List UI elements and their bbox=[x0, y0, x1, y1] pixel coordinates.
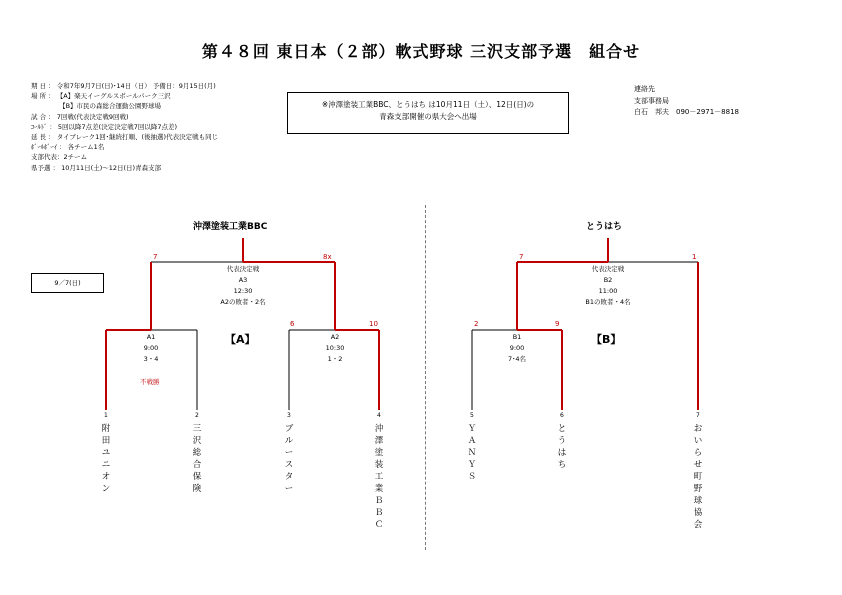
a1-game-info bbox=[131, 332, 171, 365]
forfeit-label: 不戦勝 bbox=[140, 378, 160, 386]
info-date: 期 日 ： 令和7年9月7日(日)･14日（日） 予備日：9月15日(月) bbox=[31, 82, 216, 90]
final-umpire: A2の敗者・2名 bbox=[220, 298, 266, 306]
score: 1 bbox=[692, 253, 697, 261]
team-number: 4 bbox=[377, 412, 381, 419]
info-games: 試 合 ： 7回戦(代表決定戦9回戦) bbox=[31, 112, 129, 121]
a2-code: A2 bbox=[330, 333, 340, 341]
info-venue-b: 【B】市民の森総合運動公園野球場 bbox=[31, 102, 162, 111]
contact-person: 白石 邦夫 090－2971－8818 bbox=[634, 108, 739, 116]
contact-office: 支部事務局 bbox=[634, 96, 669, 105]
score: 9 bbox=[555, 320, 560, 328]
score: 8x bbox=[323, 253, 332, 261]
final-time: 11:00 bbox=[598, 287, 618, 295]
team-number: 3 bbox=[287, 412, 291, 419]
b1-game-info bbox=[497, 332, 537, 365]
team-number: 7 bbox=[696, 412, 700, 419]
date-box: 9／7(日) bbox=[31, 273, 104, 293]
score: 2 bbox=[474, 320, 479, 328]
team-number: 1 bbox=[104, 412, 108, 419]
info-extra: 延 長 ： タイブレーク1回･継続打順、(後抽選)代表決定戦も同じ bbox=[31, 133, 219, 142]
page-title: 第４８回 東日本（２部）軟式野球 三沢支部予選 組合せ bbox=[201, 42, 641, 61]
final-code: A3 bbox=[238, 276, 248, 284]
a2-umpire: 1・2 bbox=[327, 355, 343, 363]
team-name: とうはち bbox=[557, 424, 567, 470]
info-reps: 支部代表：2チーム bbox=[31, 153, 88, 162]
block-a-winner: 沖澤塗装工業BBC bbox=[193, 222, 268, 232]
block-b-winner: とうはち bbox=[586, 222, 623, 232]
a2-time: 10:30 bbox=[325, 344, 345, 352]
info-venue: 場 所 ： 【A】楽天イーグルスボールパーク三沢 bbox=[31, 92, 171, 101]
a1-umpire: 3・4 bbox=[143, 355, 159, 363]
score: 10 bbox=[369, 320, 378, 328]
team-name: 附田ユニオン bbox=[101, 424, 111, 494]
score: 7 bbox=[153, 253, 158, 261]
final-title: 代表決定戦 bbox=[591, 265, 625, 273]
info-prefectural: 県予選 ： 10月11日(土)～12日(日)青森支部 bbox=[31, 163, 162, 172]
final-code: B2 bbox=[603, 276, 613, 284]
block-b-label: 【B】 bbox=[591, 333, 622, 346]
b1-time: 9:00 bbox=[509, 344, 525, 352]
team-name: ブルースター bbox=[284, 424, 294, 494]
b1-umpire: 7･4名 bbox=[507, 355, 527, 363]
block-a-final-info bbox=[203, 264, 283, 308]
notice-line: 青森支部開催の県大会へ出場 bbox=[379, 112, 477, 121]
a2-game-info bbox=[314, 332, 356, 365]
block-b-final-info bbox=[568, 264, 648, 308]
info-called: ｺｰﾙﾄﾞ ： 5回以降7点差(決定決定戦7回以降7点差) bbox=[31, 122, 177, 131]
info-ballboy: ﾎﾞｰﾙﾎﾞｰｲ ： 各チーム1名 bbox=[31, 143, 105, 152]
score: 6 bbox=[290, 320, 295, 328]
team-number: 6 bbox=[560, 412, 564, 419]
team-name: ＹＡＮＹＳ bbox=[467, 424, 477, 482]
contact-heading: 連絡先 bbox=[634, 85, 655, 93]
a1-code: A1 bbox=[146, 333, 156, 341]
team-name: 三沢総合保険 bbox=[192, 424, 202, 494]
team-number: 2 bbox=[195, 412, 199, 419]
a1-time: 9:00 bbox=[143, 344, 159, 352]
notice-line: ※沖澤塗装工業BBC、とうはち は10月11日（土）、12日(日)の bbox=[321, 100, 535, 109]
team-name: 沖澤塗装工業ＢＢＣ bbox=[374, 424, 384, 530]
final-umpire: B1の敗者・4名 bbox=[585, 298, 631, 306]
final-time: 12:30 bbox=[233, 287, 253, 295]
final-title: 代表決定戦 bbox=[226, 265, 260, 273]
b1-code: B1 bbox=[512, 333, 522, 341]
team-number: 5 bbox=[470, 412, 474, 419]
team-name: おいらせ町野球協会 bbox=[693, 424, 703, 530]
block-a-label: 【A】 bbox=[225, 333, 256, 346]
score: 7 bbox=[519, 253, 524, 261]
